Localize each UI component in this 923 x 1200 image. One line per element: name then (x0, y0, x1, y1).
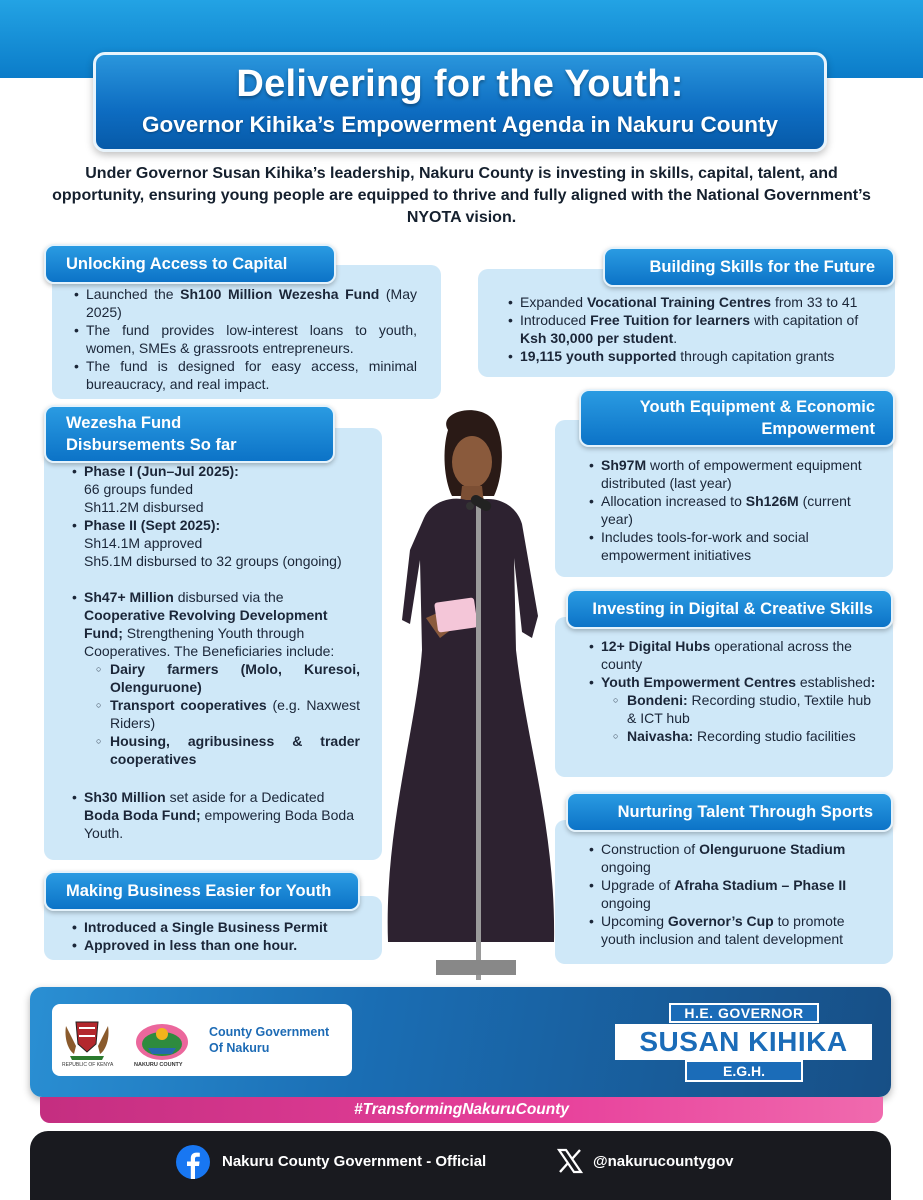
capital-panel (52, 265, 441, 399)
list-item: • Sh97M worth of empowerment equipment distributed (last year) (589, 456, 879, 492)
list-item: • Allocation increased to Sh126M (current year) (589, 492, 879, 528)
page-subtitle: Governor Kihika’s Empowerment Agenda in Nakuru County (142, 112, 778, 137)
list-item: • Sh47+ Million disbursed via the Cooperative Revolving Development Fund; Strengthening Youth through Cooperatives. The Beneficiaries include: ○ Dairy farmers (Molo, Kuresoi, Olenguruone) ○ Transport cooperatives (e.g. Naxwest Riders) ○ Housing, agribusiness & trader cooperatives (72, 588, 360, 768)
sports-panel (555, 820, 893, 964)
list-item: • Upcoming Governor’s Cup to promote youth inclusion and talent development (589, 912, 879, 948)
list-item: • 12+ Digital Hubs operational across the county (589, 637, 879, 673)
facebook-handle[interactable]: Nakuru County Government - Official (222, 1153, 487, 1170)
list-item: • Includes tools-for-work and social empowerment initiatives (589, 528, 879, 564)
hashtag-banner: #TransformingNakuruCounty (40, 1097, 883, 1123)
wezesha-heading: Wezesha Fund Disbursements So far (44, 405, 335, 463)
list-item: • Construction of Olenguruone Stadium ongoing (589, 840, 879, 876)
digital-heading: Investing in Digital & Creative Skills (566, 589, 893, 629)
governor-photo (366, 400, 566, 980)
list-item: • Approved in less than one hour. (72, 936, 372, 954)
list-item: • The fund is designed for easy access, minimal bureaucracy, and real impact. (74, 357, 417, 393)
equipment-heading: Youth Equipment & Economic Empowerment (579, 389, 895, 447)
list-item: • Phase II (Sept 2025): Sh14.1M approved Sh5.1M disbursed to 32 groups (ongoing) (72, 516, 360, 570)
list-item: • Sh30 Million set aside for a Dedicated Boda Boda Fund; empowering Boda Boda Youth. (72, 788, 360, 842)
facebook-icon[interactable] (176, 1145, 210, 1179)
digital-panel (555, 617, 893, 777)
list-item: • Introduced Free Tuition for learners with capitation of Ksh 30,000 per student. (508, 311, 879, 347)
page-title: Delivering for the Youth: (236, 63, 684, 105)
list-item: • Introduced a Single Business Permit (72, 918, 372, 936)
x-icon[interactable] (556, 1147, 584, 1175)
list-item: • Phase I (Jun–Jul 2025): 66 groups funded Sh11.2M disbursed (72, 462, 360, 516)
intro-paragraph: Under Governor Susan Kihika’s leadership, Nakuru County is investing in skills, capital, talent, and opportunity, ensuring young people are equipped to thrive and fully aligned with the National Government’s NYOTA vision. (52, 165, 871, 226)
capital-heading: Unlocking Access to Capital (44, 244, 336, 284)
list-item: • Upgrade of Afraha Stadium – Phase II ongoing (589, 876, 879, 912)
business-heading: Making Business Easier for Youth (44, 871, 360, 911)
county-logo-card (52, 1004, 352, 1076)
republic-label: REPUBLIC OF KENYA (62, 1062, 114, 1068)
list-item: • Youth Empowerment Centres established: ○ Bondeni: Recording studio, Textile hub & ICT hub ○ Naivasha: Recording studio facilities (589, 673, 879, 745)
sports-heading: Nurturing Talent Through Sports (566, 792, 893, 832)
kenya-coat-of-arms-icon (62, 1014, 112, 1062)
list-item: • Launched the Sh100 Million Wezesha Fund (May 2025) (74, 285, 417, 321)
county-government-text: County Government Of Nakuru (209, 1025, 330, 1055)
list-item: ○ Bondeni: Recording studio, Textile hub & ICT hub (613, 691, 879, 727)
wezesha-panel (44, 428, 382, 860)
x-handle[interactable]: @nakurucountygov (593, 1153, 734, 1170)
governor-title: H.E. GOVERNOR (669, 1003, 819, 1023)
list-item: • 19,115 youth supported through capitation grants (508, 347, 879, 365)
governor-nameplate (615, 1003, 872, 1081)
list-item: ○ Naivasha: Recording studio facilities (613, 727, 879, 745)
list-item: ○ Housing, agribusiness & trader cooperatives (96, 732, 360, 768)
nakuru-county-logo-icon (128, 1018, 196, 1062)
list-item: ○ Transport cooperatives (e.g. Naxwest Riders) (96, 696, 360, 732)
nakuru-county-label: NAKURU COUNTY (134, 1062, 183, 1068)
governor-honour: E.G.H. (685, 1060, 803, 1082)
list-item: • The fund provides low-interest loans to youth, women, SMEs & grassroots entrepreneurs. (74, 321, 417, 357)
list-item: ○ Dairy farmers (Molo, Kuresoi, Olenguruone) (96, 660, 360, 696)
governor-name: SUSAN KIHIKA (615, 1024, 872, 1060)
title-banner (93, 52, 827, 152)
list-item: • Expanded Vocational Training Centres from 33 to 41 (508, 293, 879, 311)
skills-heading: Building Skills for the Future (603, 247, 895, 287)
